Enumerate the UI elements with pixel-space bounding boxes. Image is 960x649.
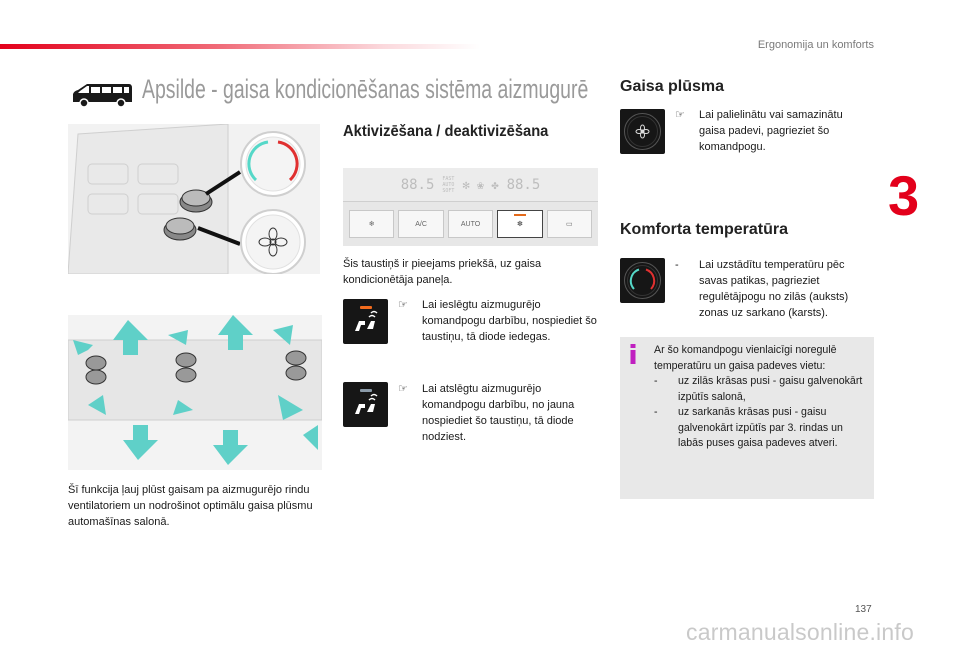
air-flow-instruction: [675, 107, 865, 155]
mode-soft: SOFT: [442, 187, 455, 194]
info-note-item-text: uz sarkanās krāsas pusi - gaisu galvenokārt izpūtīs par 3. rindas un labās puses gaisa padeves atveri.: [678, 406, 843, 449]
button-availability-text: Šis taustiņš ir pieejams priekšā, uz gaisa kondicionētāja paneļa.: [343, 258, 542, 286]
info-note-text: [654, 343, 868, 452]
rear-control-button: ✽: [497, 210, 542, 238]
auto-button: AUTO: [448, 210, 493, 238]
function-description: Šī funkcija ļauj plūst gaisam pa aizmugurējo rindu ventilatoriem un nodrošinot optimālu gaisa plūsmu automašīnas salonā.: [68, 484, 313, 528]
rear-control-button-off-illustration: [343, 382, 388, 427]
ac-panel-buttons: [349, 210, 592, 238]
fan-mode-icons: ✻ ❀ ✤: [462, 177, 499, 192]
watermark: carmanualsonline.info: [686, 619, 914, 645]
air-flow-heading: Gaisa plūsma: [620, 78, 725, 95]
rear-control-on-instruction: [398, 297, 604, 345]
air-flow-text: Lai palielinātu vai samazinātu gaisa padevi, pagrieziet šo komandpogu.: [699, 109, 843, 153]
pointing-hand-icon: ☞: [675, 109, 685, 121]
left-temp-readout: 88.5: [400, 176, 435, 193]
info-icon: [628, 344, 638, 364]
dash-marker: -: [675, 259, 679, 271]
rear-control-off-text: Lai atslēgtu aizmugurējo komandpogu darbību, no jauna nospiediet šo taustiņu, tā diode nodziest.: [422, 383, 575, 443]
rear-control-led: [514, 214, 526, 216]
rear-console-illustration: [68, 124, 320, 274]
front-defrost-button: ❄: [349, 210, 394, 238]
page-title: Apsilde - gaisa kondicionēšanas sistēma aizmugurē: [142, 74, 589, 104]
rear-control-on-text: Lai ieslēgtu aizmugurējo komandpogu darbību, nospiediet šo taustiņu, tā diode iedegas.: [422, 299, 597, 343]
info-note-box: [620, 337, 874, 499]
comfort-temperature-text: Lai uzstādītu temperatūru pēc savas patikas, pagrieziet regulētājpogu no zilās (auksts) zonas uz sarkano (karsts).: [699, 259, 849, 319]
rear-control-off-instruction: [398, 381, 598, 445]
mode-fast: FAST: [442, 175, 455, 182]
dash-marker: -: [654, 406, 658, 418]
mode-readout: [442, 176, 454, 194]
van-icon: [71, 82, 133, 108]
comfort-temperature-heading: Komforta temperatūra: [620, 221, 789, 238]
pointing-hand-icon: ☞: [398, 383, 408, 395]
rear-control-button-on-illustration: [343, 299, 388, 344]
front-ac-panel-illustration: [343, 168, 598, 246]
header-stripe: [0, 44, 480, 49]
rear-defrost-button: ▭: [547, 210, 592, 238]
rear-vents-illustration: [68, 315, 322, 470]
info-note-intro: Ar šo komandpogu vienlaicīgi noregulē temperatūru un gaisa padeves vietu:: [654, 344, 837, 372]
rear-seat-air-icon: [343, 299, 388, 344]
rear-seat-air-icon: [343, 382, 388, 427]
ac-panel-display: [343, 168, 598, 202]
fan-icon: [620, 109, 665, 154]
right-temp-readout: 88.5: [506, 176, 541, 193]
ac-button: A/C: [398, 210, 443, 238]
activation-heading: Aktivizēšana / deaktivizēšana: [343, 123, 549, 140]
comfort-temperature-instruction: [675, 257, 870, 321]
temperature-dial-icon: [620, 258, 665, 303]
chapter-number: 3: [888, 164, 920, 227]
info-note-item-text: uz zilās krāsas pusi - gaisu galvenokārt izpūtīs salonā,: [678, 375, 863, 403]
mode-auto: AUTO: [442, 181, 455, 188]
dash-marker: -: [654, 375, 658, 387]
info-note-item: [654, 374, 868, 405]
temperature-knob-illustration: [620, 258, 665, 303]
page-number: 137: [855, 604, 872, 615]
info-note-item: [654, 405, 868, 452]
pointing-hand-icon: ☞: [398, 299, 408, 311]
fan-knob-illustration: [620, 109, 665, 154]
section-header: Ergonomija un komforts: [757, 39, 874, 51]
